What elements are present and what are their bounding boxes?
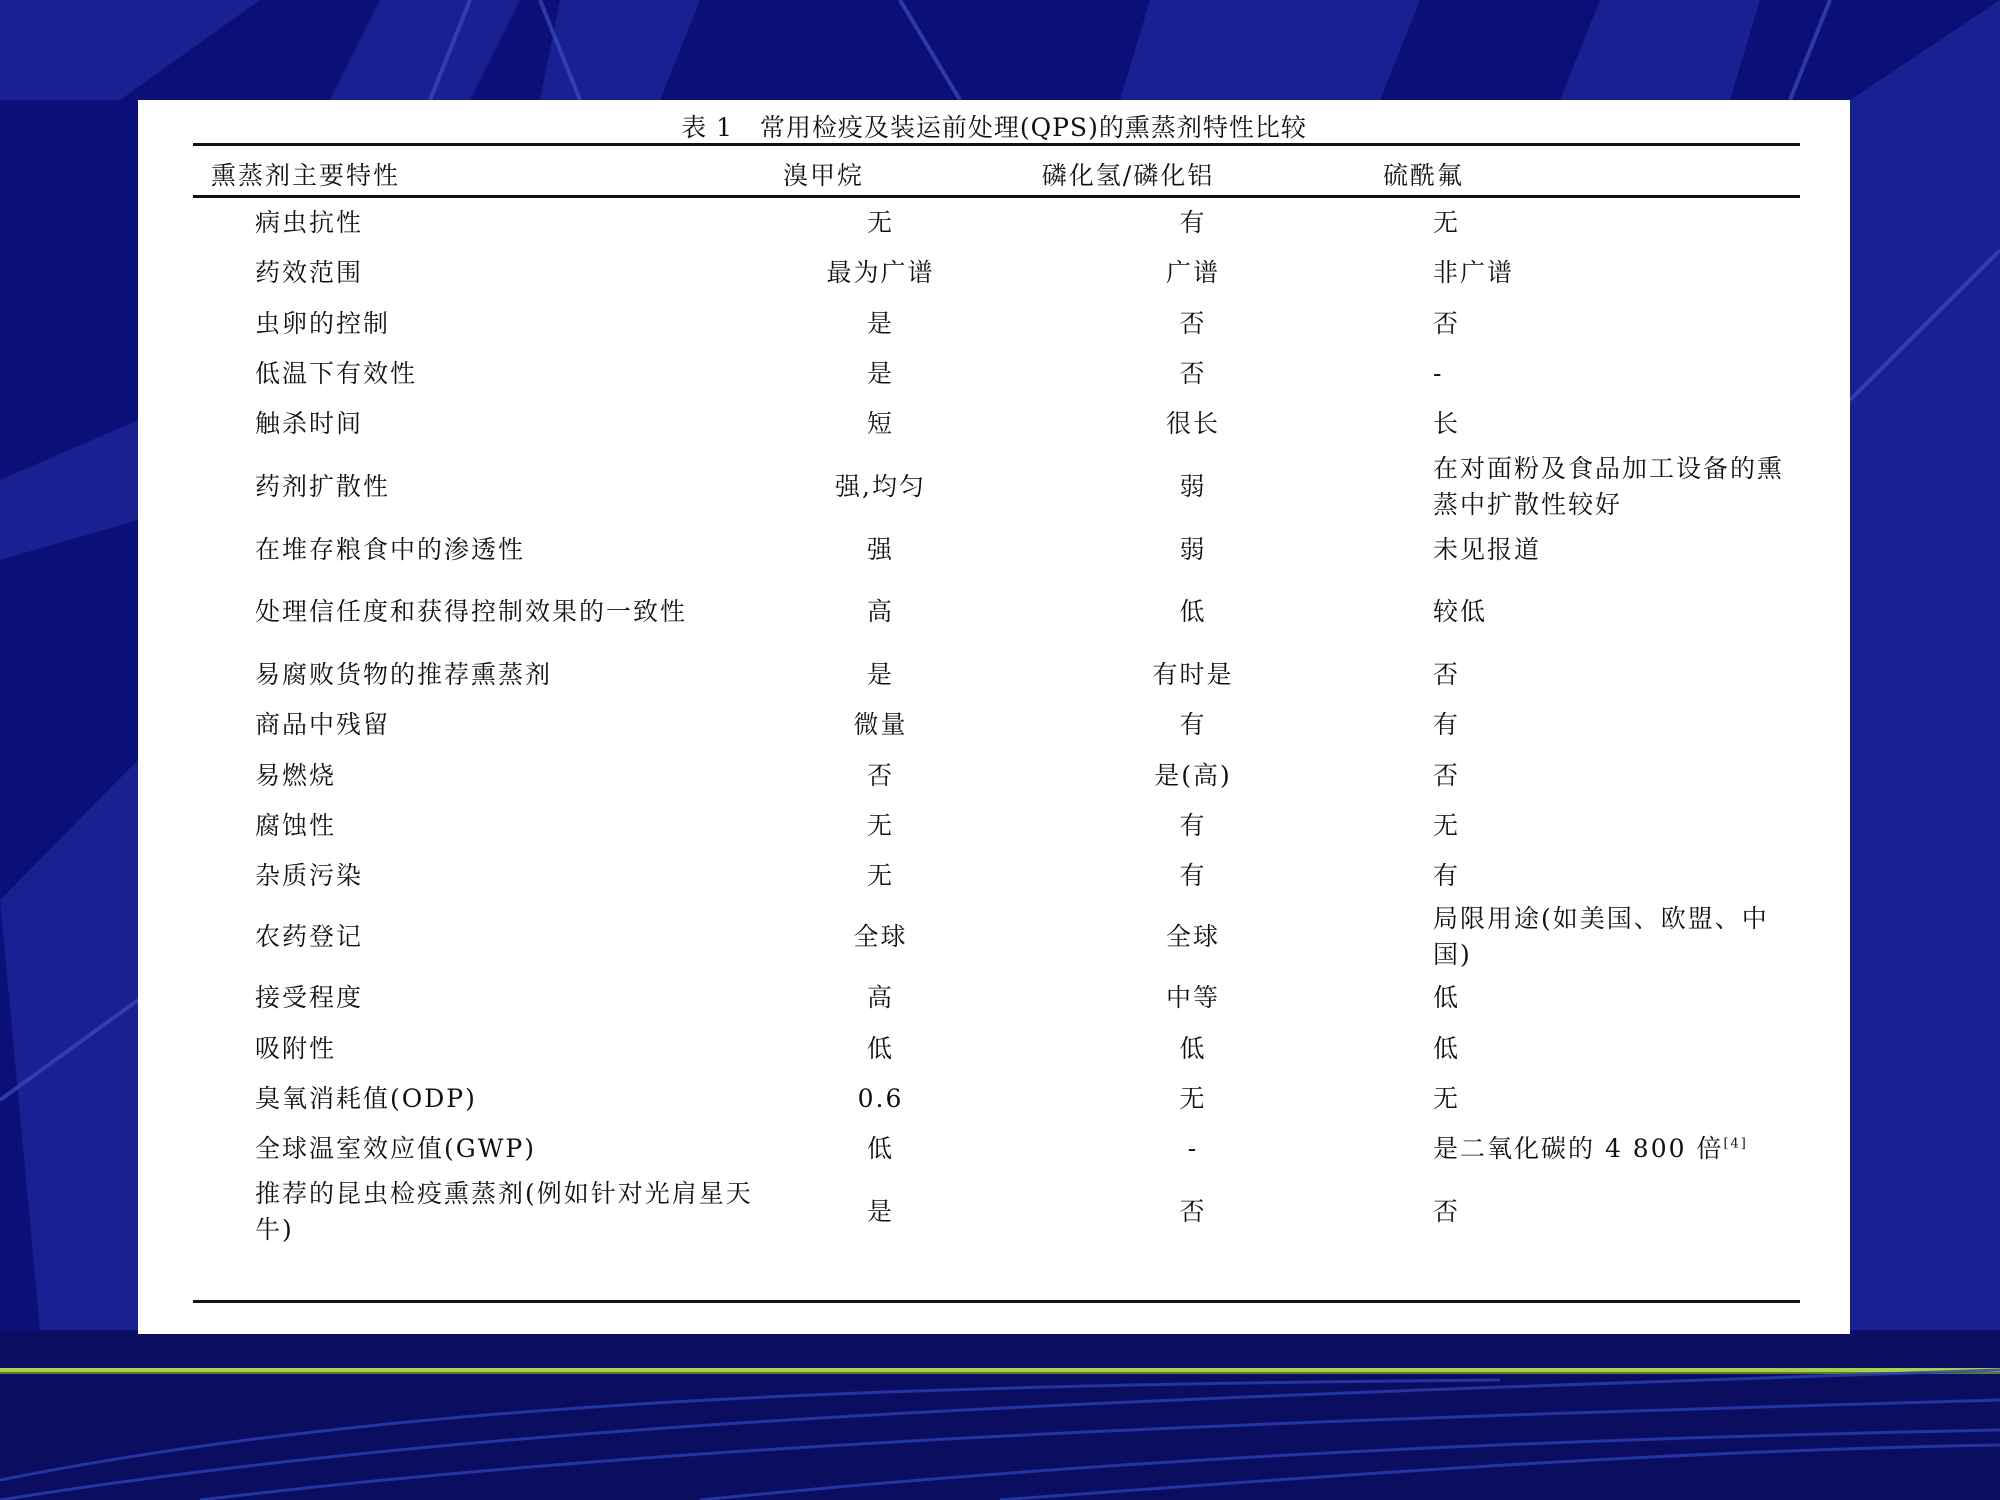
table-body — [193, 198, 1800, 1249]
table-row — [193, 575, 1800, 650]
cell-property: 药效范围 — [255, 258, 364, 288]
bottom-rule — [193, 1300, 1800, 1303]
cell-sulfuryl-fluoride — [1398, 1124, 1800, 1174]
cell-phosphine: 有 — [1179, 710, 1207, 740]
cell-methyl-bromide: 全球 — [853, 922, 908, 952]
cell-sulfuryl-fluoride: 在对面粉及食品加工设备的熏蒸中扩散性较好 — [1433, 453, 1785, 519]
cell-property: 易燃烧 — [255, 760, 337, 790]
cell-sulfuryl-fluoride: 较低 — [1433, 597, 1488, 627]
cell-methyl-bromide: 强,均匀 — [835, 471, 926, 501]
cell-sulfuryl-fluoride: 未见报道 — [1433, 534, 1542, 564]
cell-phosphine: 中等 — [1165, 983, 1220, 1013]
cell-property: 接受程度 — [255, 983, 364, 1013]
cell-property: 病虫抗性 — [255, 208, 364, 238]
cell-property: 触杀时间 — [255, 409, 364, 439]
cell-sulfuryl-fluoride: 无 — [1433, 810, 1461, 840]
header-phosphine: 磷化氢/磷化铝 — [1041, 161, 1215, 190]
cell-phosphine: 弱 — [1179, 534, 1207, 564]
cell-methyl-bromide: 0.6 — [857, 1084, 904, 1113]
cell-methyl-bromide: 低 — [866, 1033, 894, 1063]
cell-phosphine: 否 — [1179, 359, 1207, 389]
header-property: 熏蒸剂主要特性 — [211, 161, 401, 190]
table-row — [193, 449, 1800, 524]
table-row — [193, 248, 1800, 298]
table-row — [193, 700, 1800, 750]
cell-property: 臭氧消耗值(ODP) — [255, 1084, 477, 1113]
cell-methyl-bromide: 无 — [866, 861, 894, 891]
cell-sulfuryl-fluoride: 长 — [1433, 409, 1461, 439]
cell-property: 虫卵的控制 — [255, 308, 391, 338]
cell-methyl-bromide: 是 — [866, 1196, 894, 1226]
cell-property: 农药登记 — [255, 922, 364, 952]
cell-methyl-bromide: 是 — [866, 359, 894, 389]
cell-sulfuryl-fluoride: 否 — [1433, 659, 1461, 689]
cell-phosphine: 否 — [1179, 308, 1207, 338]
cell-sulfuryl-fluoride: 非广谱 — [1433, 258, 1515, 288]
cell-property: 杂质污染 — [255, 861, 364, 891]
table-row — [193, 901, 1800, 973]
cell-sulfuryl-fluoride: 低 — [1433, 1033, 1461, 1063]
table-row — [193, 801, 1800, 851]
cell-property: 推荐的昆虫检疫熏蒸剂(例如针对光肩星天牛) — [255, 1178, 753, 1244]
table-row — [193, 1074, 1800, 1124]
table-row — [193, 750, 1800, 800]
cell-sulfuryl-fluoride: 低 — [1433, 983, 1461, 1013]
cell-methyl-bromide: 最为广谱 — [826, 258, 935, 288]
table-row — [193, 650, 1800, 700]
header-methyl-bromide: 溴甲烷 — [782, 161, 864, 190]
table-row — [193, 851, 1800, 901]
cell-phosphine: 否 — [1179, 1196, 1207, 1226]
table-caption: 表 1 常用检疫及装运前处理(QPS)的熏蒸剂特性比较 — [681, 113, 1307, 142]
cell-property: 低温下有效性 — [255, 359, 418, 389]
cell-methyl-bromide: 是 — [866, 659, 894, 689]
cell-methyl-bromide: 强 — [866, 534, 894, 564]
cell-methyl-bromide: 高 — [866, 983, 894, 1013]
cell-property: 在堆存粮食中的渗透性 — [255, 534, 526, 564]
table-row — [193, 1174, 1800, 1249]
cell-sulfuryl-fluoride: - — [1433, 359, 1444, 389]
cell-methyl-bromide: 短 — [866, 409, 894, 439]
cell-phosphine: 低 — [1179, 597, 1207, 627]
cell-phosphine: 有 — [1179, 208, 1207, 238]
cell-phosphine: 低 — [1179, 1033, 1207, 1063]
table-slide-sheet — [138, 100, 1850, 1334]
table-row — [193, 1024, 1800, 1074]
cell-phosphine: 有时是 — [1152, 659, 1234, 689]
cell-sulfuryl-fluoride: 无 — [1433, 208, 1461, 238]
cell-methyl-bromide: 无 — [866, 208, 894, 238]
table-row — [193, 349, 1800, 399]
table-row — [193, 973, 1800, 1023]
cell-phosphine: 无 — [1179, 1084, 1207, 1113]
cell-phosphine: - — [1187, 1134, 1199, 1164]
cell-property: 全球温室效应值(GWP) — [255, 1134, 536, 1164]
cell-property: 商品中残留 — [255, 710, 391, 740]
cell-sulfuryl-fluoride: 有 — [1433, 710, 1461, 740]
cell-methyl-bromide: 否 — [866, 760, 894, 790]
cell-sulfuryl-fluoride: 否 — [1433, 1196, 1461, 1226]
cell-phosphine: 是(高) — [1154, 760, 1232, 790]
cell-sulfuryl-fluoride: 否 — [1433, 760, 1461, 790]
cell-methyl-bromide: 微量 — [853, 710, 908, 740]
cell-phosphine: 有 — [1179, 861, 1207, 891]
table-row — [193, 524, 1800, 574]
cell-sulfuryl-fluoride: 否 — [1433, 308, 1461, 338]
gwp-value-text: 是二氧化碳的 4 800 倍 — [1433, 1134, 1724, 1164]
table-row — [193, 299, 1800, 349]
cell-phosphine: 弱 — [1179, 471, 1207, 501]
cell-property: 吸附性 — [255, 1033, 337, 1063]
table-row — [193, 399, 1800, 449]
cell-phosphine: 广谱 — [1165, 258, 1220, 288]
cell-methyl-bromide: 无 — [866, 810, 894, 840]
cell-sulfuryl-fluoride: 局限用途(如美国、欧盟、中国) — [1433, 904, 1769, 970]
comparison-table — [193, 198, 1800, 1249]
cell-methyl-bromide: 高 — [866, 597, 894, 627]
cell-methyl-bromide: 低 — [866, 1134, 894, 1164]
cell-property: 药剂扩散性 — [255, 471, 391, 501]
table-row — [193, 198, 1800, 248]
reference-marker: [4] — [1723, 1136, 1748, 1152]
cell-methyl-bromide: 是 — [866, 308, 894, 338]
cell-sulfuryl-fluoride: 无 — [1433, 1084, 1461, 1113]
header-sulfuryl-fluoride: 硫酰氟 — [1383, 161, 1465, 190]
cell-phosphine: 有 — [1179, 810, 1207, 840]
cell-property: 处理信任度和获得控制效果的一致性 — [255, 597, 688, 627]
cell-property: 腐蚀性 — [255, 810, 337, 840]
cell-phosphine: 全球 — [1165, 922, 1220, 952]
cell-phosphine: 很长 — [1165, 409, 1220, 439]
cell-property: 易腐败货物的推荐熏蒸剂 — [255, 659, 553, 689]
cell-sulfuryl-fluoride: 有 — [1433, 861, 1461, 891]
table-header — [193, 146, 1800, 195]
table-row — [193, 1124, 1800, 1174]
